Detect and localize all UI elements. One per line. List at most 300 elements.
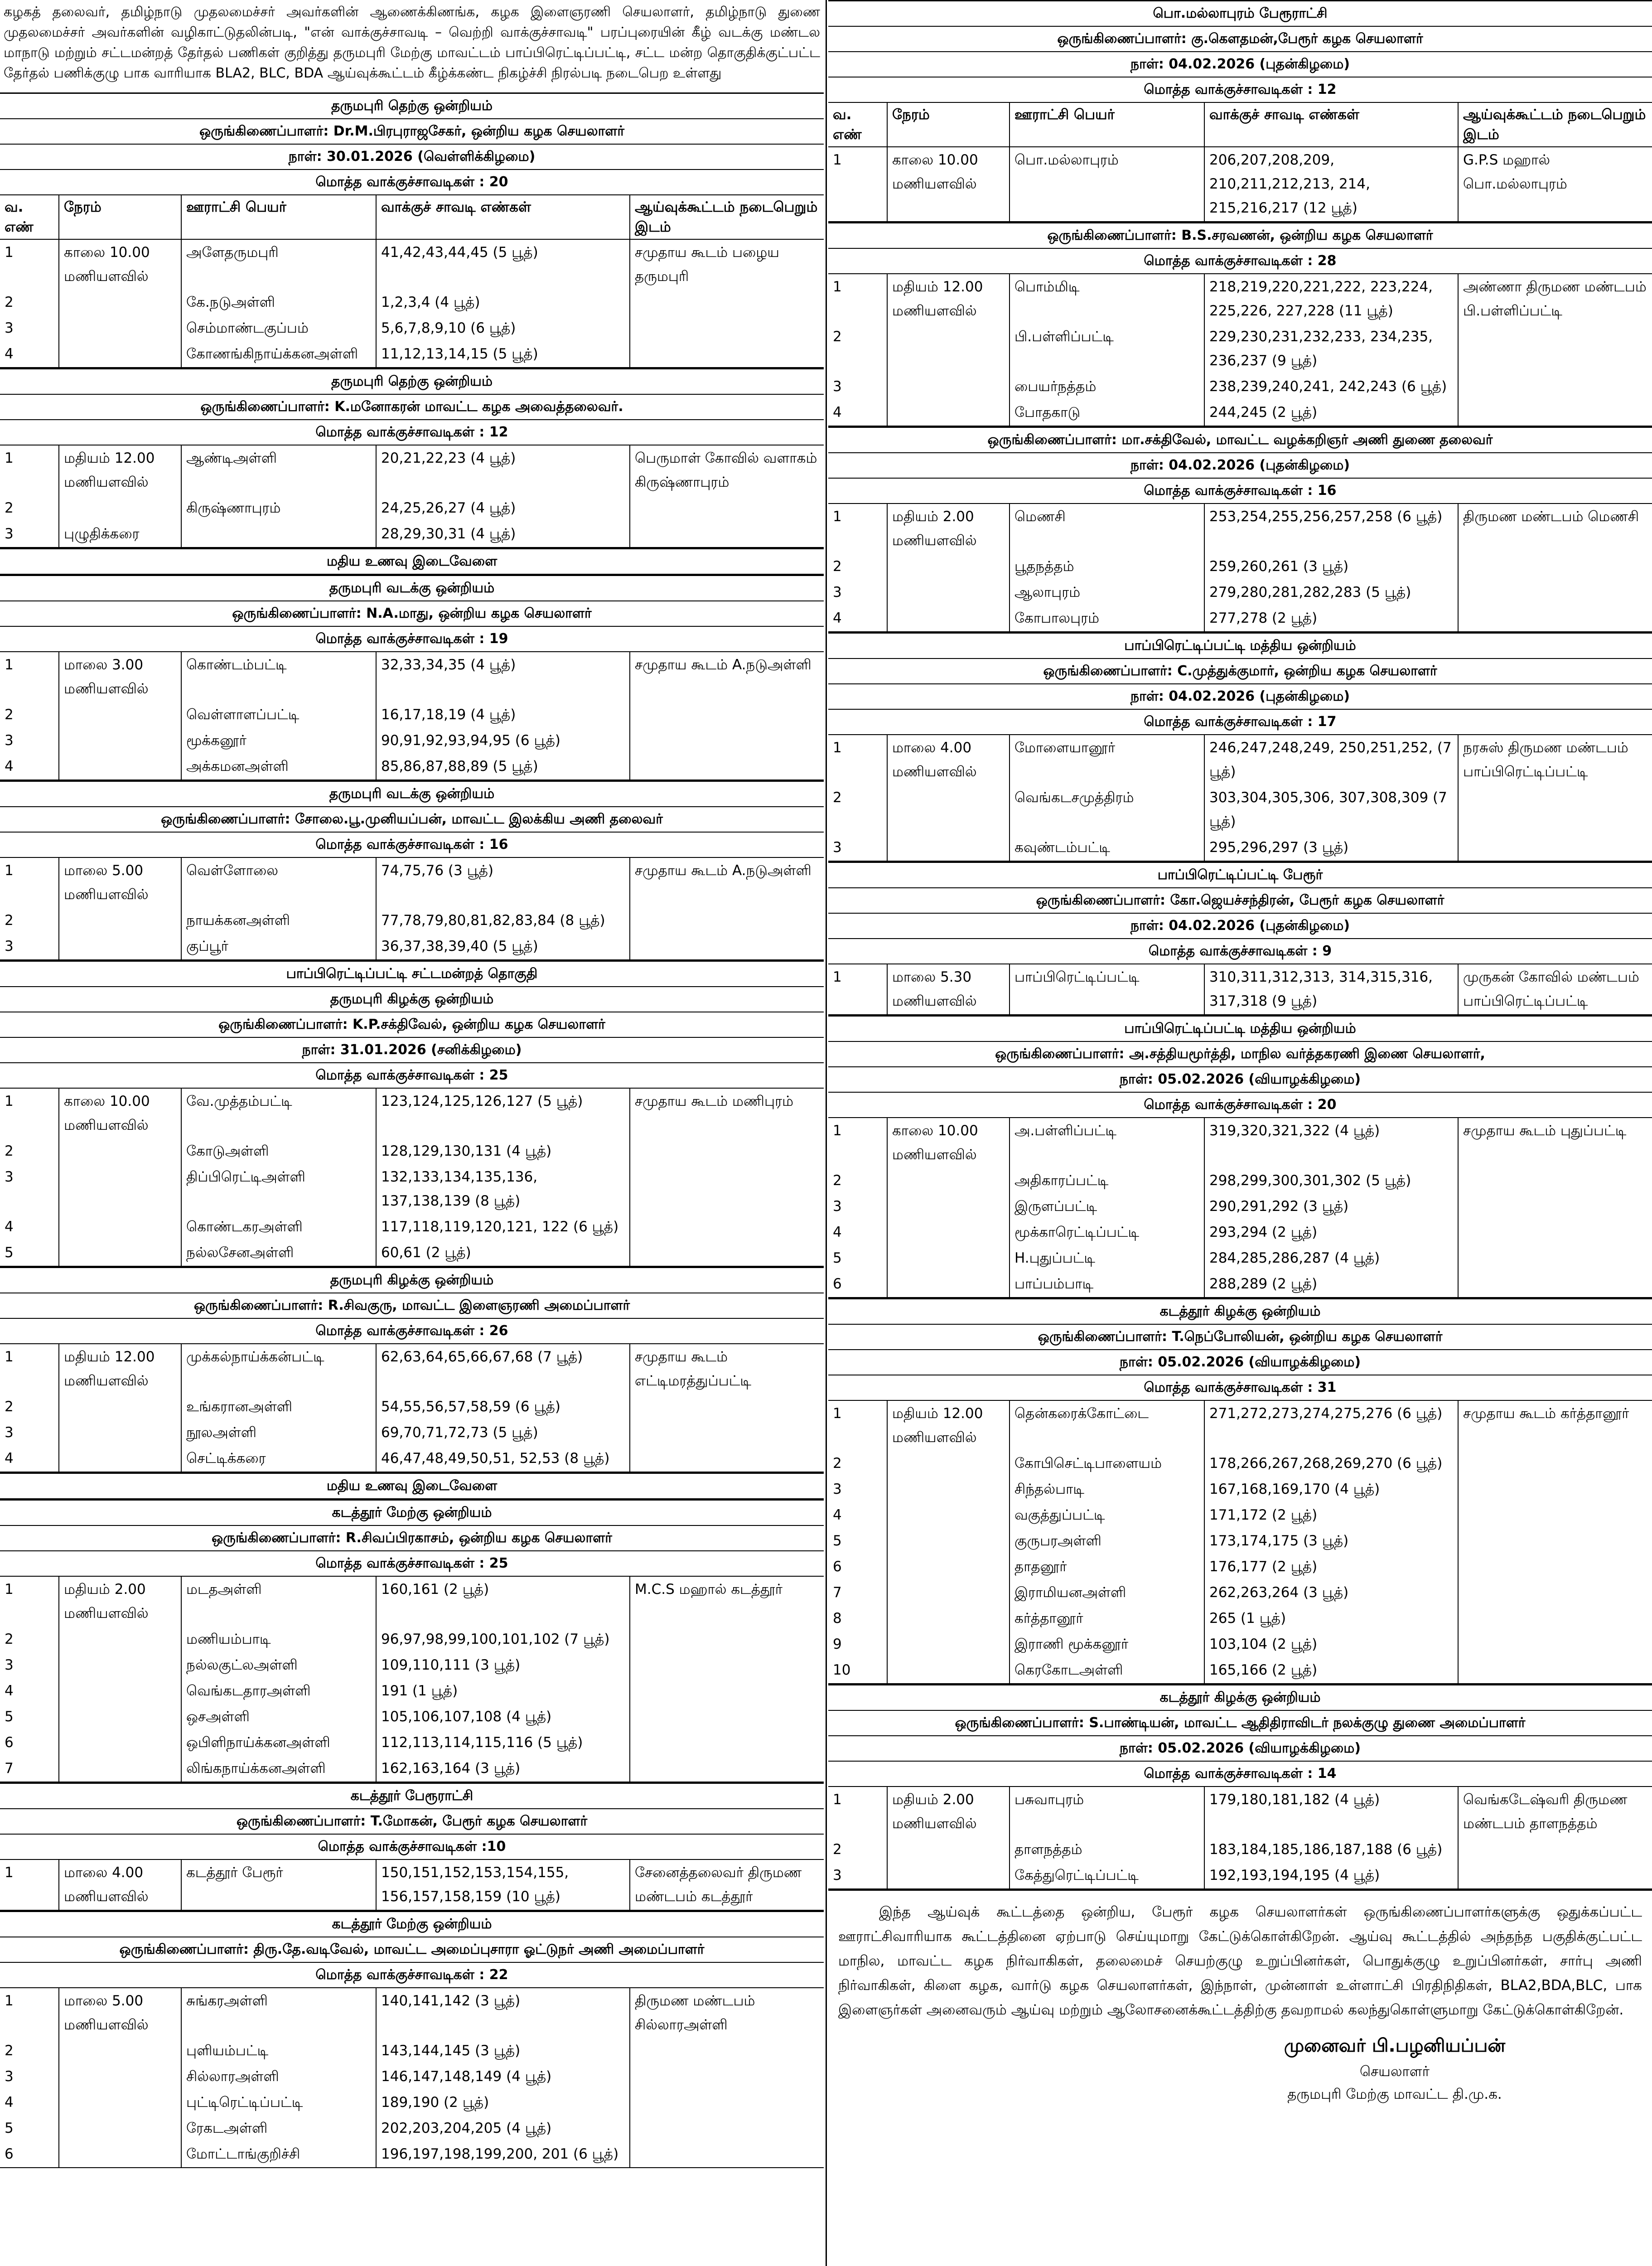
section-header: பாப்பிரெட்டிப்பட்டி பேரூர்: [828, 863, 1652, 888]
cell-booths: 28,29,30,31 (4 பூத்): [376, 521, 630, 547]
section-header: கடத்தூர் கிழக்கு ஒன்றியம்: [828, 1685, 1652, 1711]
cell-venue: [630, 702, 824, 728]
cell-place: பசுவாபுரம்: [1010, 1787, 1204, 1837]
table-row: [0, 2064, 824, 2090]
table-row: [828, 835, 1652, 861]
cell-booths: 165,166 (2 பூத்): [1204, 1657, 1458, 1684]
cell-time: [887, 1194, 1010, 1220]
cell-no: 6: [0, 1730, 59, 1756]
cell-time: [59, 908, 181, 934]
table-row: [828, 1194, 1652, 1220]
cell-venue: [630, 1240, 824, 1266]
section-header: ஒருங்கிணைப்பாளர்: சோலை.பூ.முனியப்பன், மாவட்ட இலக்கிய அணி தலைவர்: [0, 807, 824, 833]
cell-no: 1: [0, 239, 59, 290]
cell-place: கே.நடுஅள்ளி: [181, 290, 376, 315]
column-header-booths: வாக்குச் சாவடி எண்கள்: [1204, 103, 1458, 147]
cell-no: 2: [828, 785, 887, 835]
cell-time: [887, 1606, 1010, 1632]
cell-place: பாப்பம்பாடி: [1010, 1271, 1204, 1298]
section-header: ஒருங்கிணைப்பாளர்: T.மோகன், பேரூர் கழக செயலாளர்: [0, 1809, 824, 1835]
cell-no: 9: [828, 1632, 887, 1657]
cell-no: 3: [828, 1477, 887, 1502]
section-header: ஒருங்கிணைப்பாளர்: B.S.சரவணன், ஒன்றிய கழக செயலாளர்: [828, 223, 1652, 249]
cell-place: உங்கரானஅள்ளி: [181, 1394, 376, 1420]
cell-time: [887, 1528, 1010, 1554]
cell-time: [887, 1502, 1010, 1528]
schedule-section: [828, 1015, 1652, 1298]
cell-no: 1: [0, 652, 59, 702]
cell-place: வே.முத்தம்பட்டி: [181, 1089, 376, 1138]
cell-time: மாலை 4.00 மணியளவில்: [59, 1860, 181, 1910]
section-header: நாள்: 04.02.2026 (புதன்கிழமை): [828, 52, 1652, 77]
cell-venue: [1458, 1554, 1652, 1580]
table-row: [828, 735, 1652, 785]
table-row: [0, 1652, 824, 1678]
cell-no: 8: [828, 1606, 887, 1632]
schedule-table: [828, 103, 1652, 222]
cell-time: [887, 400, 1010, 426]
cell-time: [887, 324, 1010, 374]
cell-no: 2: [0, 702, 59, 728]
cell-time: [59, 1138, 181, 1164]
cell-place: வகுத்துப்பட்டி: [1010, 1502, 1204, 1528]
cell-place: கெரகோடஅள்ளி: [1010, 1657, 1204, 1684]
table-row: [828, 1401, 1652, 1451]
section-header: தருமபுரி தெற்கு ஒன்றியம்: [0, 369, 824, 395]
cell-booths: 32,33,34,35 (4 பூத்): [376, 652, 630, 702]
table-row: [0, 2038, 824, 2064]
table-row: [828, 324, 1652, 374]
schedule-table: [0, 1988, 824, 2168]
schedule-table: [0, 1344, 824, 1472]
table-row: [828, 1632, 1652, 1657]
cell-no: 2: [828, 1451, 887, 1477]
section-header: நாள்: 04.02.2026 (புதன்கிழமை): [828, 914, 1652, 939]
table-row: [0, 1446, 824, 1472]
table-row: [0, 521, 824, 547]
table-row: [0, 239, 824, 290]
table-row: [0, 315, 824, 341]
cell-venue: [1458, 1657, 1652, 1684]
table-row: [0, 652, 824, 702]
cell-venue: [630, 1627, 824, 1652]
cell-venue: சமுதாய கூடம் மணிபுரம்: [635, 1093, 794, 1109]
signature-block: [1236, 2031, 1553, 2106]
cell-venue: [630, 934, 824, 960]
table-row: [828, 1118, 1652, 1168]
cell-place: இராமியனஅள்ளி: [1010, 1580, 1204, 1606]
cell-place: ஒபிளிநாய்க்கனஅள்ளி: [181, 1730, 376, 1756]
cell-no: 1: [828, 504, 887, 554]
table-row: [828, 274, 1652, 324]
cell-venue: திருமண மண்டபம் மெணசி: [1463, 508, 1639, 525]
cell-booths: 178,266,267,268,269,270 (6 பூத்): [1204, 1451, 1458, 1477]
cell-place: வெள்ளாளப்பட்டி: [181, 702, 376, 728]
cell-place: கேத்துரெட்டிப்பட்டி: [1010, 1863, 1204, 1889]
cell-time: [887, 1580, 1010, 1606]
section-header: மொத்த வாக்குச்சாவடிகள் : 28: [828, 249, 1652, 274]
cell-no: 1: [0, 1577, 59, 1627]
cell-booths: 259,260,261 (3 பூத்): [1204, 554, 1458, 580]
section-header: மொத்த வாக்குச்சாவடிகள் : 9: [828, 939, 1652, 964]
cell-no: 3: [0, 728, 59, 754]
cell-place: பி.பள்ளிப்பட்டி: [1010, 324, 1204, 374]
cell-time: [59, 1730, 181, 1756]
schedule-section: [0, 1472, 824, 1499]
cell-time: [59, 1214, 181, 1240]
schedule-section: [0, 1267, 824, 1472]
cell-place: கடத்தூர் பேரூர்: [181, 1860, 376, 1910]
table-row: [828, 554, 1652, 580]
cell-place: கோடுஅள்ளி: [181, 1138, 376, 1164]
cell-no: 1: [828, 964, 887, 1015]
schedule-table: [828, 1118, 1652, 1298]
cell-no: 6: [828, 1271, 887, 1298]
schedule-table: [0, 445, 824, 548]
cell-place: கோணங்கிநாய்க்கனஅள்ளி: [181, 341, 376, 368]
cell-booths: 262,263,264 (3 பூத்): [1204, 1580, 1458, 1606]
cell-no: 2: [828, 324, 887, 374]
cell-no: 1: [828, 1787, 887, 1837]
cell-venue: சமுதாய கூடம் A.நடுஅள்ளி: [635, 657, 812, 673]
cell-venue: [1458, 1271, 1652, 1298]
cell-booths: 103,104 (2 பூத்): [1204, 1632, 1458, 1657]
table-row: [828, 1837, 1652, 1863]
schedule-table: [828, 1787, 1652, 1889]
cell-time: [59, 2038, 181, 2064]
table-row: [828, 374, 1652, 400]
schedule-section: [828, 1684, 1652, 1889]
cell-no: 3: [0, 2064, 59, 2090]
column-header-place: ஊராட்சி பெயர்: [181, 195, 376, 239]
cell-venue: [1458, 1168, 1652, 1194]
table-row: [828, 785, 1652, 835]
column-header-no: வ. எண்: [0, 195, 59, 239]
cell-time: மதியம் 2.00 மணியளவில்: [59, 1577, 181, 1627]
cell-no: 1: [828, 735, 887, 785]
cell-time: [59, 1240, 181, 1266]
section-header: மதிய உணவு இடைவேளை: [0, 549, 824, 575]
column-header-no: வ. எண்: [828, 103, 887, 147]
cell-place: வெங்கடசமுத்திரம்: [1010, 785, 1204, 835]
column-header-booths: வாக்குச் சாவடி எண்கள்: [376, 195, 630, 239]
cell-venue: [1458, 1580, 1652, 1606]
cell-no: 2: [0, 1627, 59, 1652]
schedule-table: [0, 1577, 824, 1782]
cell-venue: [1458, 324, 1652, 374]
cell-time: காலை 10.00 மணியளவில்: [887, 1118, 1010, 1168]
section-header: தருமபுரி வடக்கு ஒன்றியம்: [0, 576, 824, 601]
cell-place: முக்கல்நாய்க்கன்பட்டி: [181, 1344, 376, 1394]
cell-venue: [630, 728, 824, 754]
cell-time: [59, 495, 181, 521]
cell-place: கோபாலபுரம்: [1010, 605, 1204, 632]
cell-booths: 202,203,204,205 (4 பூத்): [376, 2116, 630, 2141]
cell-place: மெணசி: [1010, 504, 1204, 554]
cell-booths: 290,291,292 (3 பூத்): [1204, 1194, 1458, 1220]
cell-venue: [630, 1420, 824, 1446]
cell-booths: 246,247,248,249, 250,251,252, (7 பூத்): [1204, 735, 1458, 785]
cell-booths: 69,70,71,72,73 (5 பூத்): [376, 1420, 630, 1446]
section-header: மொத்த வாக்குச்சாவடிகள் : 19: [0, 627, 824, 652]
left-sections: [0, 92, 824, 2168]
cell-booths: 229,230,231,232,233, 234,235, 236,237 (9 பூத்): [1204, 324, 1458, 374]
cell-place: சிந்தல்பாடி: [1010, 1477, 1204, 1502]
cell-booths: 20,21,22,23 (4 பூத்): [376, 445, 630, 495]
cell-no: 3: [0, 1652, 59, 1678]
cell-place: கொண்டம்பட்டி: [181, 652, 376, 702]
cell-time: [887, 1451, 1010, 1477]
cell-place: மோளையானூர்: [1010, 735, 1204, 785]
cell-no: 2: [0, 290, 59, 315]
signatory-name: முனைவர் பி.பழனியப்பன்: [1284, 2035, 1506, 2056]
cell-venue: [630, 2038, 824, 2064]
section-header: நாள்: 04.02.2026 (புதன்கிழமை): [828, 684, 1652, 710]
cell-time: [887, 1863, 1010, 1889]
cell-time: [59, 728, 181, 754]
cell-no: 5: [0, 1704, 59, 1730]
cell-venue: [630, 495, 824, 521]
section-header: பாப்பிரெட்டிப்பட்டி சட்டமன்றத் தொகுதி: [0, 962, 824, 987]
cell-time: மாலை 3.00 மணியளவில்: [59, 652, 181, 702]
section-header: மதிய உணவு இடைவேளை: [0, 1474, 824, 1499]
cell-venue: [630, 1730, 824, 1756]
cell-venue: [1458, 1606, 1652, 1632]
section-header: மொத்த வாக்குச்சாவடிகள் : 14: [828, 1762, 1652, 1787]
section-header: தருமபுரி கிழக்கு ஒன்றியம்: [0, 1268, 824, 1293]
cell-booths: 24,25,26,27 (4 பூத்): [376, 495, 630, 521]
schedule-section: [0, 548, 824, 575]
cell-booths: 271,272,273,274,275,276 (6 பூத்): [1204, 1401, 1458, 1451]
schedule-section: [0, 368, 824, 548]
section-header: நாள்: 04.02.2026 (புதன்கிழமை): [828, 453, 1652, 479]
cell-place: [181, 521, 376, 547]
cell-place: அக்கமனஅள்ளி: [181, 754, 376, 780]
cell-venue: திருமண மண்டபம் சில்லாரஅள்ளி: [635, 1993, 755, 2033]
cell-venue: [630, 1756, 824, 1782]
cell-time: மதியம் 12.00 மணியளவில்: [887, 274, 1010, 324]
column-header-venue: ஆய்வுக்கூட்டம் நடைபெறும் இடம்: [630, 195, 824, 239]
cell-time: காலை 10.00 மணியளவில்: [59, 1089, 181, 1138]
schedule-table: [0, 195, 824, 368]
cell-place: செட்டிக்கரை: [181, 1446, 376, 1472]
table-row: [0, 2141, 824, 2168]
table-row: [828, 1245, 1652, 1271]
section-header: நாள்: 05.02.2026 (வியாழக்கிழமை): [828, 1736, 1652, 1762]
section-header: நாள்: 05.02.2026 (வியாழக்கிழமை): [828, 1350, 1652, 1375]
left-column: [0, 0, 824, 2168]
cell-time: காலை 10.00 மணியளவில்: [59, 239, 181, 290]
table-row: [0, 445, 824, 495]
cell-booths: 1,2,3,4 (4 பூத்): [376, 290, 630, 315]
cell-time: [59, 290, 181, 315]
cell-place: தாதனூர்: [1010, 1554, 1204, 1580]
table-row: [828, 1606, 1652, 1632]
cell-time: [887, 580, 1010, 605]
table-row: [0, 1756, 824, 1782]
cell-no: 2: [828, 1837, 887, 1863]
cell-no: 2: [0, 2038, 59, 2064]
cell-no: 1: [828, 1401, 887, 1451]
cell-venue: வெங்கடேஷ்வரி திருமண மண்டபம் தாளநத்தம்: [1463, 1791, 1628, 1832]
cell-venue: [1458, 1837, 1652, 1863]
cell-time: மதியம் 12.00 மணியளவில்: [59, 1344, 181, 1394]
cell-no: 1: [828, 1118, 887, 1168]
cell-time: [59, 1446, 181, 1472]
cell-time: [59, 2141, 181, 2168]
cell-time: [887, 1837, 1010, 1863]
cell-venue: [630, 2116, 824, 2141]
table-row: [828, 400, 1652, 426]
cell-booths: 128,129,130,131 (4 பூத்): [376, 1138, 630, 1164]
section-header: ஒருங்கிணைப்பாளர்: மா.சக்திவேல், மாவட்ட வழக்கறிஞர் அணி துணை தலைவர்: [828, 428, 1652, 453]
table-row: [828, 1451, 1652, 1477]
cell-venue: [630, 1164, 824, 1214]
closing-paragraph: இந்த ஆய்வுக் கூட்டத்தை ஒன்றிய, பேரூர் கழக செயலாளர்கள் ஒருங்கிணைப்பாளர்களுக்கு ஒதுக்கப்பட்ட ஊராட்சிவாரியாக கூட்டத்தினை ஏற்பாடு செய்யுமாறு கேட்டுக்கொள்கிறேன். ஆய்வு கூட்டத்தில் அந்தந்த பகுதிக்குட்பட்ட மாநில, மாவட்ட கழக நிர்வாகிகள், தலைமைச் செயற்குழு உறுப்பினர்கள், பொதுக்குழு உறுப்பினர்கள், சார்பு அணி நிர்வாகிகள், கிளை கழக, வார்டு கழக செயலாளர்கள், இந்நாள், முன்னாள் உள்ளாட்சி பிரதிநிதிகள், BLA2,BDA,BLC, பாக இளைஞர்கள் அனைவரும் ஆய்வு மற்றும் ஆலோசனைக்கூட்டத்திற்கு தவறாமல் கலந்துகொள்ளுமாறு கேட்டுக்கொள்கிறேன்.: [828, 1889, 1652, 2031]
cell-time: [59, 315, 181, 341]
cell-place: போதகாடு: [1010, 400, 1204, 426]
section-header: மொத்த வாக்குச்சாவடிகள் : 25: [0, 1063, 824, 1089]
cell-booths: 105,106,107,108 (4 பூத்): [376, 1704, 630, 1730]
cell-place: புளியம்பட்டி: [181, 2038, 376, 2064]
table-row: [828, 1580, 1652, 1606]
schedule-section: [0, 1499, 824, 1782]
cell-time: [59, 2090, 181, 2116]
table-row: [828, 147, 1652, 222]
cell-venue: முருகன் கோவில் மண்டபம் பாப்பிரெட்டிப்பட்டி: [1458, 964, 1652, 1015]
cell-booths: 253,254,255,256,257,258 (6 பூத்): [1204, 504, 1458, 554]
section-header: கடத்தூர் பேரூராட்சி: [0, 1784, 824, 1809]
cell-no: 3: [828, 1863, 887, 1889]
cell-venue: சமுதாய கூடம் பழைய தருமபுரி: [635, 244, 779, 285]
cell-time: மாலை 5.30 மணியளவில்: [887, 964, 1010, 1015]
schedule-table: [828, 1401, 1652, 1684]
cell-place: மோட்டாங்குறிச்சி: [181, 2141, 376, 2168]
section-header: மொத்த வாக்குச்சாவடிகள் : 16: [0, 833, 824, 858]
section-header: தருமபுரி தெற்கு ஒன்றியம்: [0, 94, 824, 119]
cell-booths: 41,42,43,44,45 (5 பூத்): [376, 239, 630, 290]
cell-place: நூலஅள்ளி: [181, 1420, 376, 1446]
section-header: மொத்த வாக்குச்சாவடிகள் : 17: [828, 710, 1652, 735]
table-row: [0, 728, 824, 754]
cell-place: கர்த்தானூர்: [1010, 1606, 1204, 1632]
cell-booths: 167,168,169,170 (4 பூத்): [1204, 1477, 1458, 1502]
cell-place: தாளநத்தம்: [1010, 1837, 1204, 1863]
table-row: [0, 2090, 824, 2116]
cell-booths: 288,289 (2 பூத்): [1204, 1271, 1458, 1298]
cell-booths: 109,110,111 (3 பூத்): [376, 1652, 630, 1678]
cell-time: மதியம் 12.00 மணியளவில்: [59, 445, 181, 495]
cell-booths: 162,163,164 (3 பூத்): [376, 1756, 630, 1782]
cell-venue: சமுதாய கூடம் கர்த்தானூர்: [1463, 1405, 1629, 1422]
section-header: மொத்த வாக்குச்சாவடிகள் : 20: [0, 170, 824, 195]
section-header: கடத்தூர் மேற்கு ஒன்றியம்: [0, 1501, 824, 1526]
cell-place: தென்கரைக்கோட்டை: [1010, 1401, 1204, 1451]
cell-time: [59, 1704, 181, 1730]
cell-no: 3: [828, 374, 887, 400]
cell-venue: [1458, 1528, 1652, 1554]
cell-time: [59, 1652, 181, 1678]
cell-booths: 85,86,87,88,89 (5 பூத்): [376, 754, 630, 780]
table-row: [0, 908, 824, 934]
column-header-time: நேரம்: [887, 103, 1010, 147]
cell-venue: [630, 1678, 824, 1704]
cell-time: [887, 1554, 1010, 1580]
cell-place: அதிகாரப்பட்டி: [1010, 1168, 1204, 1194]
section-header: ஒருங்கிணைப்பாளர்: அ.சத்தியமூர்த்தி, மாநில வர்த்தகரணி இணை செயலாளர்,: [828, 1042, 1652, 1067]
cell-place: அ.பள்ளிப்பட்டி: [1010, 1118, 1204, 1168]
section-header: மொத்த வாக்குச்சாவடிகள் : 20: [828, 1093, 1652, 1118]
cell-no: 4: [828, 1220, 887, 1245]
section-header: பாப்பிரெட்டிப்பட்டி மத்திய ஒன்றியம்: [828, 1017, 1652, 1042]
cell-venue: சமுதாய கூடம் A.நடுஅள்ளி: [635, 862, 812, 879]
section-header: ஒருங்கிணைப்பாளர்: Dr.M.பிரபுராஜசேகர், ஒன்றிய கழக செயலாளர்: [0, 119, 824, 145]
cell-booths: 176,177 (2 பூத்): [1204, 1554, 1458, 1580]
cell-booths: 112,113,114,115,116 (5 பூத்): [376, 1730, 630, 1756]
section-header: மொத்த வாக்குச்சாவடிகள் : 26: [0, 1319, 824, 1344]
cell-time: [887, 1632, 1010, 1657]
cell-place: H.புதுப்பட்டி: [1010, 1245, 1204, 1271]
cell-place: நல்லசேனஅள்ளி: [181, 1240, 376, 1266]
section-header: மொத்த வாக்குச்சாவடிகள் : 16: [828, 479, 1652, 504]
cell-place: நல்லகுட்லஅள்ளி: [181, 1652, 376, 1678]
cell-venue: [630, 341, 824, 368]
cell-no: 2: [0, 1394, 59, 1420]
column-header-place: ஊராட்சி பெயர்: [1010, 103, 1204, 147]
cell-place: குப்பூர்: [181, 934, 376, 960]
cell-no: 2: [0, 495, 59, 521]
section-header: நாள்: 30.01.2026 (வெள்ளிக்கிழமை): [0, 145, 824, 170]
cell-no: 4: [828, 1502, 887, 1528]
cell-booths: 284,285,286,287 (4 பூத்): [1204, 1245, 1458, 1271]
cell-time: [59, 1756, 181, 1782]
cell-booths: 54,55,56,57,58,59 (6 பூத்): [376, 1394, 630, 1420]
cell-no: 3: [0, 521, 59, 547]
cell-booths: 192,193,194,195 (4 பூத்): [1204, 1863, 1458, 1889]
cell-booths: 123,124,125,126,127 (5 பூத்): [376, 1089, 630, 1138]
cell-no: 6: [0, 2141, 59, 2168]
section-header: மொத்த வாக்குச்சாவடிகள் : 22: [0, 1963, 824, 1988]
cell-place: கவுண்டம்பட்டி: [1010, 835, 1204, 861]
table-row: [0, 341, 824, 368]
table-row: [0, 1138, 824, 1164]
cell-venue: [630, 521, 824, 547]
section-header: ஒருங்கிணைப்பாளர்: R.சிவகுரு, மாவட்ட இளைஞரணி அமைப்பாளர்: [0, 1293, 824, 1319]
cell-booths: 238,239,240,241, 242,243 (6 பூத்): [1204, 374, 1458, 400]
cell-venue: [1458, 605, 1652, 632]
cell-place: மடதஅள்ளி: [181, 1577, 376, 1627]
cell-no: 4: [0, 754, 59, 780]
table-row: [828, 504, 1652, 554]
cell-no: 1: [828, 147, 887, 222]
cell-booths: 310,311,312,313, 314,315,316, 317,318 (9 பூத்): [1204, 964, 1458, 1015]
table-row: [0, 1164, 824, 1214]
cell-booths: 279,280,281,282,283 (5 பூத்): [1204, 580, 1458, 605]
cell-booths: 96,97,98,99,100,101,102 (7 பூத்): [376, 1627, 630, 1652]
cell-booths: 277,278 (2 பூத்): [1204, 605, 1458, 632]
table-row: [0, 2116, 824, 2141]
cell-venue: [1458, 1194, 1652, 1220]
cell-time: [887, 835, 1010, 861]
cell-venue: [630, 754, 824, 780]
cell-no: 2: [0, 908, 59, 934]
cell-no: 2: [828, 1168, 887, 1194]
cell-booths: 179,180,181,182 (4 பூத்): [1204, 1787, 1458, 1837]
cell-time: [59, 1394, 181, 1420]
section-header: ஒருங்கிணைப்பாளர்: R.சிவப்பிரகாசம், ஒன்றிய கழக செயலாளர்: [0, 1526, 824, 1551]
schedule-section: [828, 426, 1652, 632]
cell-venue: சமுதாய கூடம் எட்டிமரத்துப்பட்டி: [635, 1349, 752, 1389]
